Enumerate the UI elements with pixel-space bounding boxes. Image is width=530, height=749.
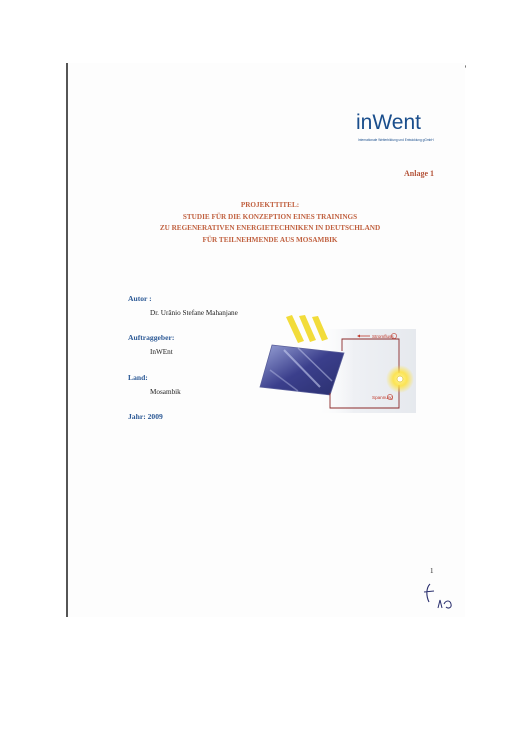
logo-text: inWent: [356, 111, 421, 134]
spannung-label: Spannung: [372, 395, 393, 400]
autor-value: Dr. Urânio Stefane Mahanjane: [150, 309, 238, 317]
page-number: 1: [430, 567, 434, 575]
handwritten-initials: [420, 578, 468, 618]
sun-rays: [286, 315, 328, 343]
title-line: FÜR TEILNEHMENDE AUS MOSAMBIK: [202, 235, 338, 244]
solar-cell-illustration: [258, 315, 418, 415]
anlage-label: Anlage 1: [404, 169, 434, 178]
inwent-logo: [356, 111, 442, 147]
auftraggeber-value: InWEnt: [150, 348, 173, 356]
title-line: ZU REGENERATIVEN ENERGIETECHNIKEN IN DEUTSCHLAND: [159, 224, 381, 232]
autor-label: Autor :: [128, 294, 152, 303]
auftraggeber-label: Auftraggeber:: [128, 333, 175, 342]
stromfluss-label: Stromfluss: [372, 334, 394, 339]
title-line: STUDIE FÜR DIE KONZEPTION EINES TRAININGS: [182, 212, 358, 221]
logo-tagline: Internationale Weiterbildung und Entwicklung gGmbH: [358, 138, 434, 142]
land-value: Mosambik: [150, 388, 181, 396]
title-line: PROJEKTTITEL:: [240, 201, 300, 209]
project-title: [150, 200, 390, 246]
land-label: Land:: [128, 373, 148, 382]
jahr-label: Jahr: 2009: [128, 412, 163, 421]
